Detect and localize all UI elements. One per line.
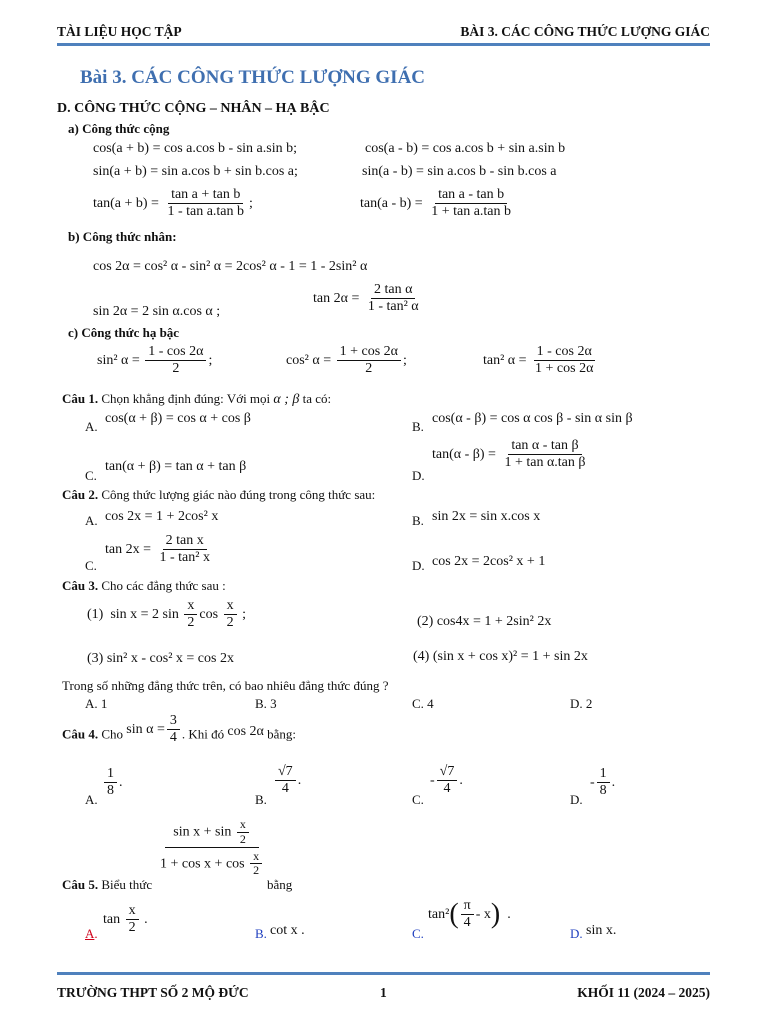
q5-option-a-label[interactable]: A.	[85, 926, 98, 941]
page-number: 1	[380, 985, 387, 1000]
q1-option-c-label[interactable]: C.	[85, 468, 97, 483]
q2-option-a-label[interactable]: A.	[85, 513, 98, 528]
subheading-c: c) Công thức hạ bậc	[68, 325, 180, 340]
q2-option-d[interactable]: cos 2x = 2cos² x + 1	[432, 554, 546, 569]
q2-option-b[interactable]: sin 2x = sin x.cos x	[432, 509, 541, 524]
q3-option-c[interactable]: C. 4	[412, 696, 434, 711]
q5-option-a[interactable]: tan $\frac{x}{2}$ .	[103, 903, 148, 936]
question-3: Câu 3. Cho các đẳng thức sau :	[62, 578, 226, 593]
tan-plus-numerator: tan a + tan b	[168, 187, 243, 204]
q5-option-c-label[interactable]: C.	[412, 926, 424, 941]
q4-option-b[interactable]: $\frac{√7}{4}$ .	[273, 764, 301, 797]
formula-sin-squared: sin² α = $\frac{1 - \cos 2\alpha}{2}$ ;	[97, 344, 213, 377]
q4-option-b-label[interactable]: B.	[255, 792, 267, 807]
q4-option-d-label[interactable]: D.	[570, 792, 583, 807]
tan-minus-denominator: 1 + tan a.tan b	[431, 204, 512, 220]
q1-option-b-label[interactable]: B.	[412, 419, 424, 434]
question-5-tail: bằng	[267, 877, 293, 892]
question-1: Câu 1. Chọn khẳng định đúng: Với mọi α ; β ta có:	[62, 391, 332, 407]
tan-plus-denominator: 1 - tan a.tan b	[167, 204, 245, 220]
q3-question-text: Trong số những đẳng thức trên, có bao nhiêu đẳng thức đúng ?	[62, 678, 389, 693]
q5-option-b[interactable]: cot x .	[270, 923, 305, 938]
q2-option-c[interactable]: tan 2x = $\frac{\text{2 tan x}}{\text{1 - tan² x}}$	[105, 533, 210, 566]
formula-sin-plus: sin(a + b) = sin a.cos b + sin b.cos a;	[93, 164, 298, 179]
formula-cos-plus: cos(a + b) = cos a.cos b - sin a.sin b;	[93, 141, 297, 156]
question-5-label: Câu 5. Biểu thức	[62, 877, 153, 892]
subheading-b: b) Công thức nhân:	[68, 229, 177, 244]
q3-option-a[interactable]: A. 1	[85, 696, 108, 711]
footer-rule	[57, 972, 710, 975]
q3-equation-4: (4) (sin x + cos x)² = 1 + sin 2x	[413, 649, 588, 664]
q5-option-d[interactable]: sin x.	[586, 923, 617, 938]
formula-sin-double: sin 2α = 2 sin α.cos α ;	[93, 304, 221, 319]
q3-option-d[interactable]: D. 2	[570, 696, 593, 711]
q4-option-c-label[interactable]: C.	[412, 792, 424, 807]
section-d-heading: D. CÔNG THỨC CỘNG – NHÂN – HẠ BẬC	[57, 101, 330, 116]
header-rule	[57, 43, 710, 46]
q1-option-a[interactable]: cos(α + β) = cos α + cos β	[105, 411, 251, 426]
q5-option-d-label[interactable]: D.	[570, 926, 583, 941]
q3-equation-3: (3) sin² x - cos² x = cos 2x	[87, 651, 234, 666]
q1-option-c[interactable]: tan(α + β) = tan α + tan β	[105, 459, 247, 474]
footer-school: TRƯỜNG THPT SỐ 2 MỘ ĐỨC	[57, 985, 249, 1000]
question-4: Câu 4. Cho sin α = $\frac{3}{4}$ . Khi đó cos 2α bằng:	[62, 713, 297, 746]
formula-tan-plus: tan(a + b) = $\frac{\text{tan a + tan b}}{\text{1 - tan a.tan b}}$ ;	[93, 187, 253, 220]
formula-cos-squared: cos² α = $\frac{1 + \cos 2\alpha}{2}$ ;	[286, 344, 407, 377]
question-2: Câu 2. Công thức lượng giác nào đúng trong công thức sau:	[62, 487, 376, 502]
q4-option-c[interactable]: - $\frac{√7}{4}$ .	[430, 764, 463, 797]
q1-option-d[interactable]: tan(α - β) = $\frac{\text{tan α - tan β}}{\text{1 + tan α.tan β}}$	[432, 438, 586, 471]
tan-minus-numerator: tan a - tan b	[435, 187, 507, 204]
footer-grade: KHỐI 11 (2024 – 2025)	[577, 985, 710, 1000]
q3-option-b[interactable]: B. 3	[255, 696, 277, 711]
q5-option-c[interactable]: tan²( $\frac{\pi}{4}$ - x) .	[428, 898, 511, 931]
q2-option-b-label[interactable]: B.	[412, 513, 424, 528]
q2-option-a[interactable]: cos 2x = 1 + 2cos² x	[105, 509, 219, 524]
subheading-a: a) Công thức cộng	[68, 121, 170, 136]
formula-tan-double: tan 2α = $\frac{\text{2 tan α}}{\text{1 - tan² α}}$	[313, 282, 419, 315]
page-title: Bài 3. CÁC CÔNG THỨC LƯỢNG GIÁC	[80, 67, 426, 88]
q5-expression: sin x + sin $\frac{x}{2}$ 1 + cos x + cos $\frac{x}{2}$	[160, 818, 264, 878]
formula-tan-minus: tan(a - b) = $\frac{\text{tan a - tan b}}{\text{1 + tan a.tan b}}$	[360, 187, 516, 220]
formula-tan-squared: tan² α = $\frac{1 - \cos 2\alpha}{1 + \cos 2\alpha}$	[483, 344, 594, 377]
q2-option-d-label[interactable]: D.	[412, 558, 425, 573]
q1-option-b[interactable]: cos(α - β) = cos α cos β - sin α sin β	[432, 411, 633, 426]
formula-sin-minus: sin(a - b) = sin a.cos b - sin b.cos a	[362, 164, 557, 179]
header-left: TÀI LIỆU HỌC TẬP	[57, 24, 182, 39]
q4-option-a-label[interactable]: A.	[85, 792, 98, 807]
q4-option-d[interactable]: - $\frac{1}{8}$ .	[590, 766, 616, 799]
q2-option-c-label[interactable]: C.	[85, 558, 97, 573]
formula-cos-double: cos 2α = cos² α - sin² α = 2cos² α - 1 = 1 - 2sin² α	[93, 259, 368, 274]
q3-equation-2: (2) cos4x = 1 + 2sin² 2x	[417, 614, 552, 629]
header-right: BÀI 3. CÁC CÔNG THỨC LƯỢNG GIÁC	[460, 24, 710, 39]
q5-option-b-label[interactable]: B.	[255, 926, 267, 941]
q1-option-a-label[interactable]: A.	[85, 419, 98, 434]
q4-option-a[interactable]: $\frac{1}{8}$ .	[102, 766, 123, 799]
formula-cos-minus: cos(a - b) = cos a.cos b + sin a.sin b	[365, 141, 566, 156]
q1-option-d-label[interactable]: D.	[412, 468, 425, 483]
q3-equation-1: (1) sin x = 2 sin $\frac{x}{2}$ cos $\frac{x}{2}$ ;	[87, 598, 246, 631]
